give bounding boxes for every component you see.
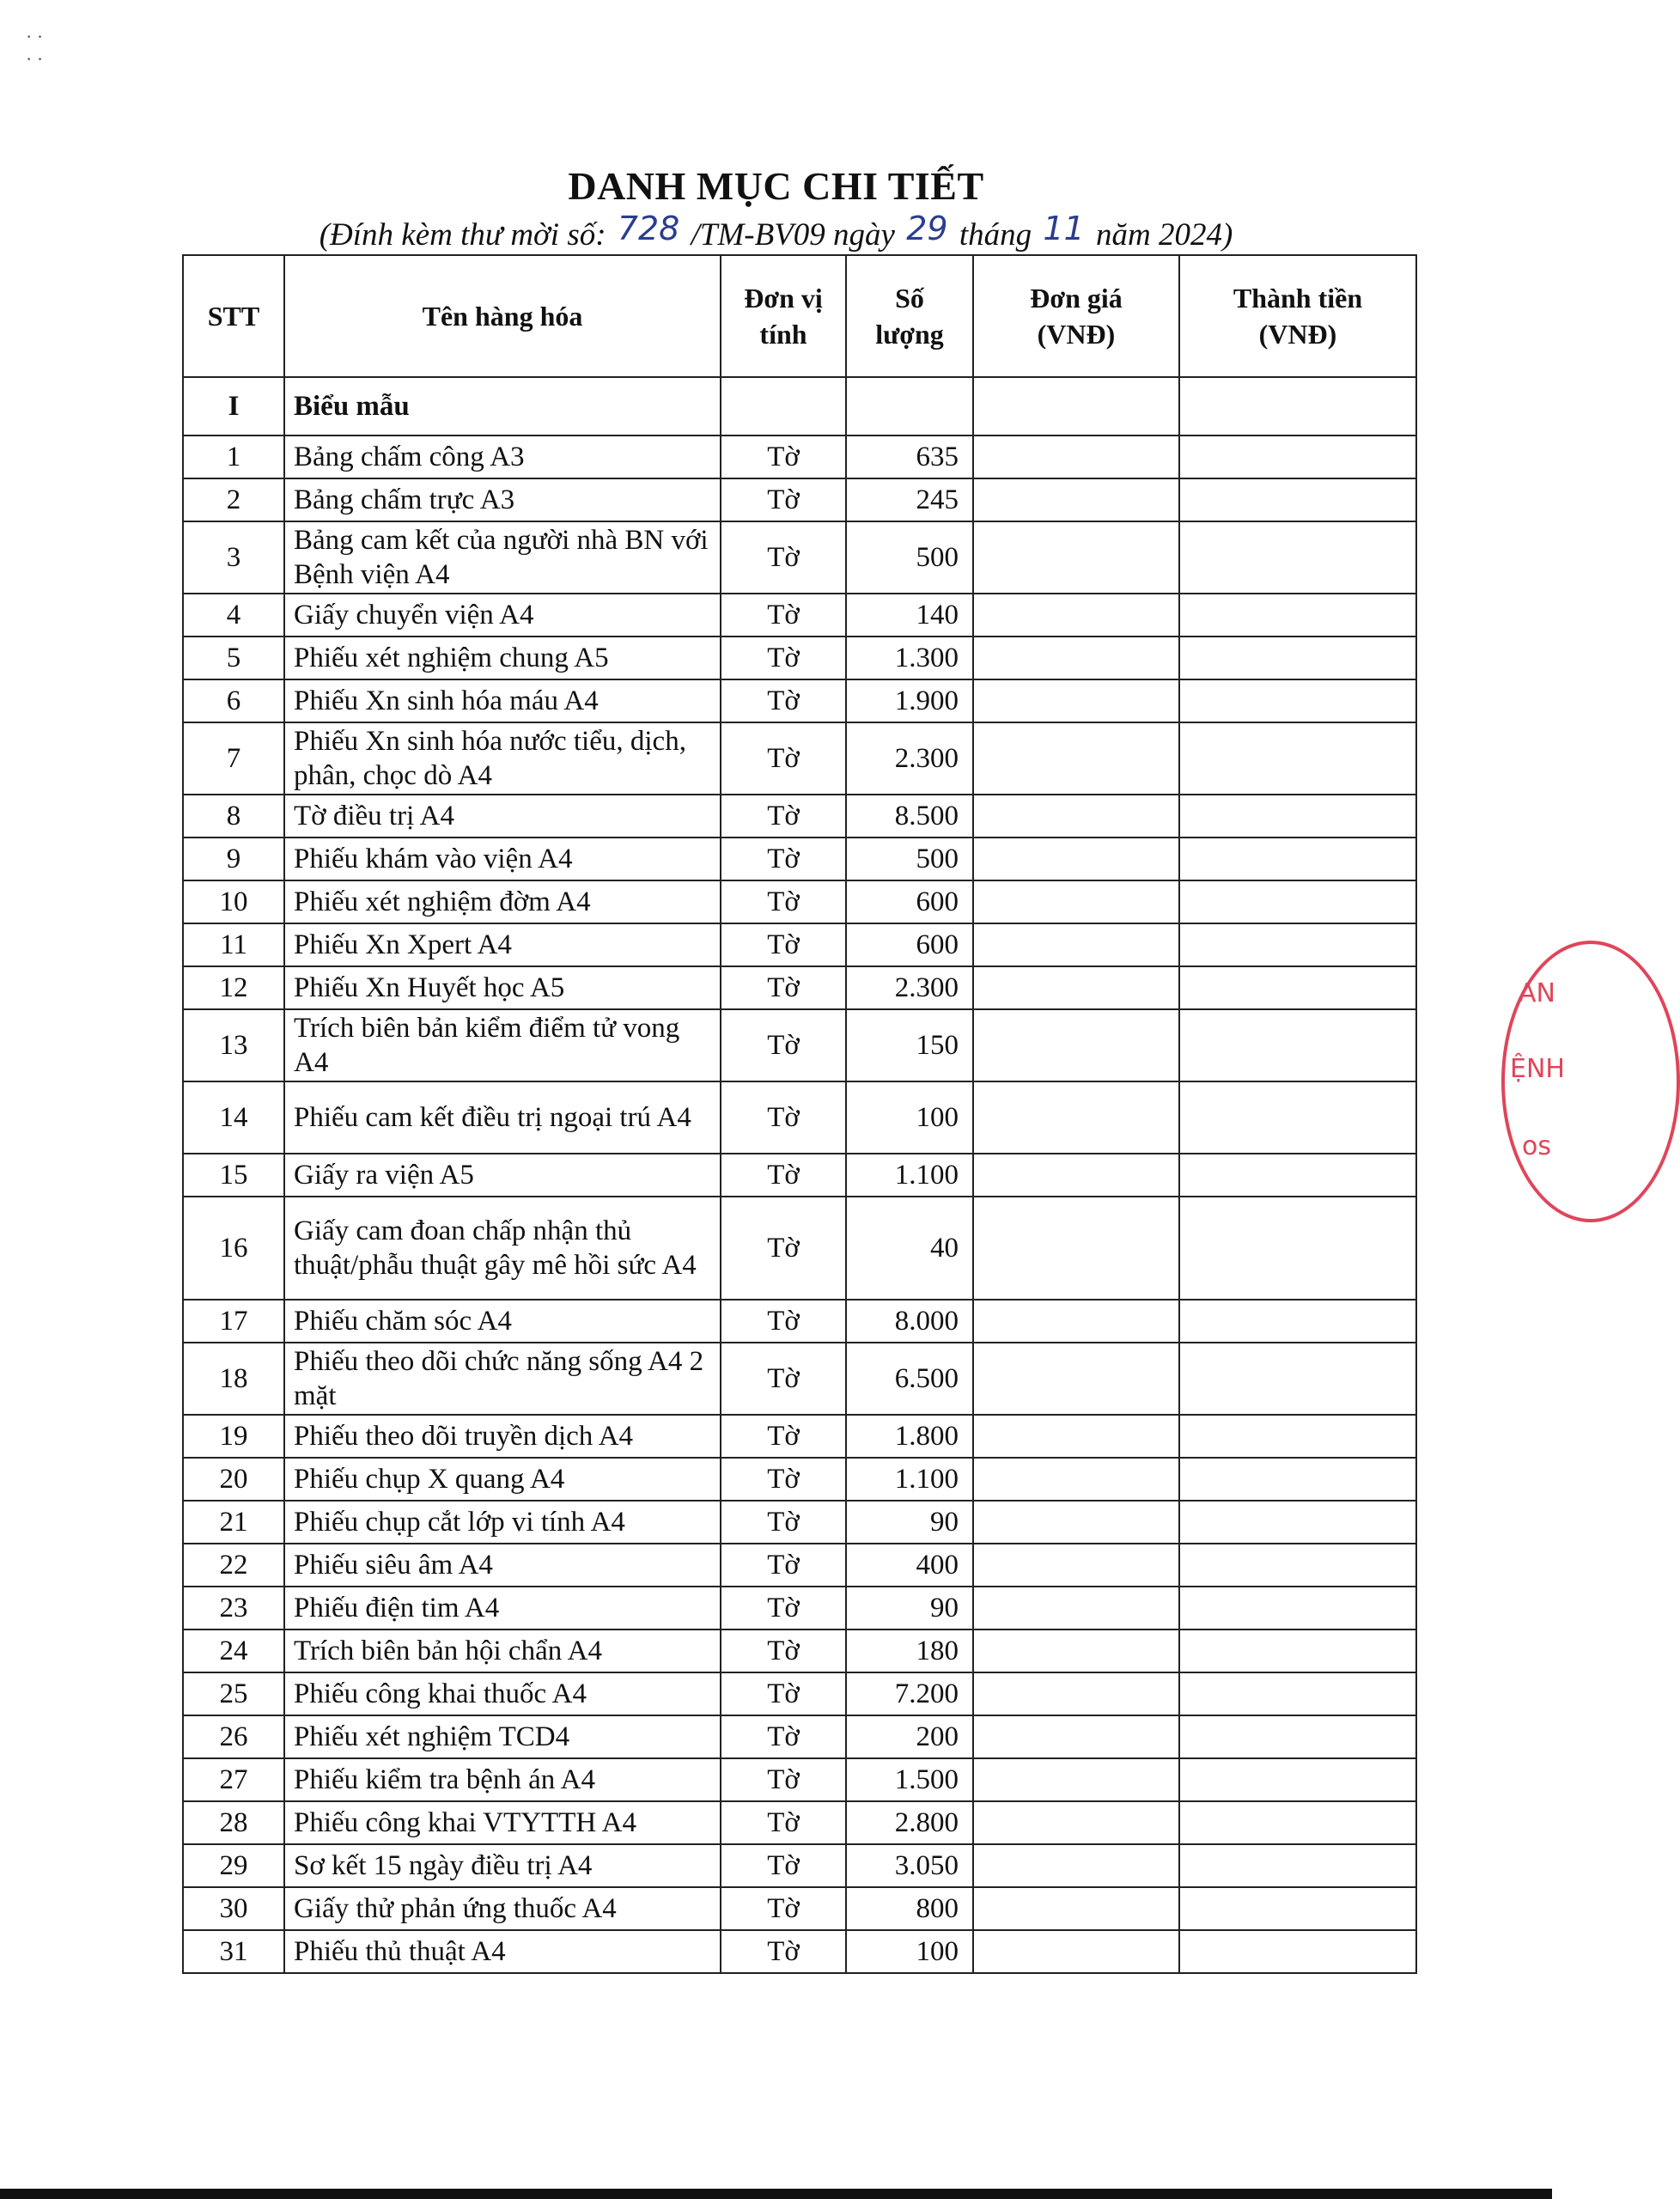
- row-unit: Tờ: [721, 1009, 846, 1081]
- row-qty: 100: [846, 1930, 973, 1973]
- table-header-row: [183, 255, 1416, 377]
- row-total: [1179, 1009, 1416, 1081]
- table-row: [183, 1672, 1416, 1715]
- row-total: [1179, 880, 1416, 923]
- row-total: [1179, 521, 1416, 594]
- row-stt: 23: [183, 1587, 284, 1629]
- row-stt: 21: [183, 1501, 284, 1544]
- row-price: [973, 722, 1179, 795]
- header-total-line2: (VNĐ): [1258, 319, 1337, 350]
- row-total: [1179, 1081, 1416, 1154]
- row-stt: 10: [183, 880, 284, 923]
- row-qty: 1.100: [846, 1154, 973, 1197]
- subtitle-mid2: tháng: [951, 217, 1040, 253]
- row-price: [973, 1758, 1179, 1801]
- table-body: [183, 377, 1416, 1973]
- row-stt: 24: [183, 1629, 284, 1672]
- items-table: [182, 254, 1417, 1974]
- row-stt: 7: [183, 722, 284, 795]
- row-name: Phiếu theo dõi chức năng sống A4 2 mặt: [284, 1343, 721, 1415]
- row-qty: 1.500: [846, 1758, 973, 1801]
- row-name: Phiếu thủ thuật A4: [284, 1930, 721, 1973]
- row-total: [1179, 1587, 1416, 1629]
- row-unit: Tờ: [721, 1758, 846, 1801]
- subtitle-suffix: năm 2024): [1087, 217, 1233, 253]
- red-seal-stamp: [1501, 941, 1680, 1222]
- table-row: [183, 1715, 1416, 1758]
- row-total: [1179, 1154, 1416, 1197]
- row-unit: Tờ: [721, 1154, 846, 1197]
- row-price: [973, 1844, 1179, 1887]
- row-unit: Tờ: [721, 966, 846, 1009]
- row-qty: 2.800: [846, 1801, 973, 1844]
- row-name: Phiếu Xn Xpert A4: [284, 923, 721, 966]
- row-price: [973, 1887, 1179, 1930]
- row-total: [1179, 1930, 1416, 1973]
- row-stt: 18: [183, 1343, 284, 1415]
- row-total: [1179, 1458, 1416, 1501]
- section-qty: [846, 377, 973, 436]
- row-price: [973, 966, 1179, 1009]
- row-unit: Tờ: [721, 1415, 846, 1458]
- subtitle-prefix: (Đính kèm thư mời số:: [319, 217, 614, 253]
- row-price: [973, 1672, 1179, 1715]
- row-unit: Tờ: [721, 1587, 846, 1629]
- section-row: [183, 377, 1416, 436]
- row-stt: 3: [183, 521, 284, 594]
- row-qty: 180: [846, 1629, 973, 1672]
- scan-bottom-edge: [0, 2189, 1552, 2199]
- row-stt: 20: [183, 1458, 284, 1501]
- header-price-line1: Đơn giá: [1030, 283, 1123, 314]
- row-name: Phiếu xét nghiệm chung A5: [284, 637, 721, 679]
- header-qty: [846, 255, 973, 377]
- row-price: [973, 1801, 1179, 1844]
- table-row: [183, 1458, 1416, 1501]
- row-total: [1179, 1300, 1416, 1343]
- row-name: Phiếu Xn sinh hóa nước tiểu, dịch, phân, chọc dò A4: [284, 722, 721, 795]
- header-unit: [721, 255, 846, 377]
- row-name: Tờ điều trị A4: [284, 795, 721, 838]
- row-qty: 7.200: [846, 1672, 973, 1715]
- table-row: [183, 637, 1416, 679]
- table-row: [183, 521, 1416, 594]
- row-qty: 2.300: [846, 722, 973, 795]
- row-price: [973, 679, 1179, 722]
- row-stt: 14: [183, 1081, 284, 1154]
- row-total: [1179, 1801, 1416, 1844]
- table-row: [183, 1629, 1416, 1672]
- header-total: [1179, 255, 1416, 377]
- row-price: [973, 1197, 1179, 1300]
- row-total: [1179, 1343, 1416, 1415]
- row-name: Phiếu Xn sinh hóa máu A4: [284, 679, 721, 722]
- row-price: [973, 1415, 1179, 1458]
- table-row: [183, 1154, 1416, 1197]
- row-price: [973, 1154, 1179, 1197]
- table-row: [183, 880, 1416, 923]
- row-stt: 19: [183, 1415, 284, 1458]
- row-total: [1179, 1887, 1416, 1930]
- row-unit: Tờ: [721, 795, 846, 838]
- subtitle-mid1: /TM-BV09 ngày: [683, 217, 904, 253]
- row-name: Phiếu xét nghiệm TCD4: [284, 1715, 721, 1758]
- row-unit: Tờ: [721, 1300, 846, 1343]
- header-qty-line2: lượng: [875, 319, 944, 350]
- row-unit: Tờ: [721, 880, 846, 923]
- row-stt: 11: [183, 923, 284, 966]
- stamp-fragment-2: ỆNH: [1510, 1054, 1565, 1084]
- document-title: DANH MỤC CHI TIẾT: [568, 164, 984, 208]
- row-stt: 31: [183, 1930, 284, 1973]
- row-qty: 8.000: [846, 1300, 973, 1343]
- row-price: [973, 1300, 1179, 1343]
- row-name: Phiếu theo dõi truyền dịch A4: [284, 1415, 721, 1458]
- row-price: [973, 521, 1179, 594]
- row-price: [973, 594, 1179, 637]
- row-unit: Tờ: [721, 1501, 846, 1544]
- row-price: [973, 436, 1179, 478]
- row-price: [973, 880, 1179, 923]
- row-unit: Tờ: [721, 722, 846, 795]
- document-subtitle: [0, 210, 1552, 253]
- header-unit-line1: Đơn vị: [744, 283, 823, 314]
- row-price: [973, 923, 1179, 966]
- row-unit: Tờ: [721, 1197, 846, 1300]
- scan-specks: · · · ·: [26, 26, 44, 70]
- row-stt: 5: [183, 637, 284, 679]
- row-stt: 15: [183, 1154, 284, 1197]
- row-name: Giấy cam đoan chấp nhận thủ thuật/phẫu thuật gây mê hồi sức A4: [284, 1197, 721, 1300]
- row-name: Phiếu Xn Huyết học A5: [284, 966, 721, 1009]
- row-name: Phiếu chăm sóc A4: [284, 1300, 721, 1343]
- row-total: [1179, 1629, 1416, 1672]
- row-unit: Tờ: [721, 1801, 846, 1844]
- row-unit: Tờ: [721, 1343, 846, 1415]
- row-stt: 2: [183, 478, 284, 521]
- row-stt: 27: [183, 1758, 284, 1801]
- row-name: Bảng cam kết của người nhà BN với Bệnh viện A4: [284, 521, 721, 594]
- row-name: Phiếu khám vào viện A4: [284, 838, 721, 880]
- header-stt: STT: [183, 255, 284, 377]
- row-name: Trích biên bản hội chẩn A4: [284, 1629, 721, 1672]
- row-stt: 30: [183, 1887, 284, 1930]
- row-stt: 1: [183, 436, 284, 478]
- row-name: Giấy thử phản ứng thuốc A4: [284, 1887, 721, 1930]
- row-stt: 13: [183, 1009, 284, 1081]
- row-qty: 400: [846, 1544, 973, 1587]
- row-name: Bảng chấm trực A3: [284, 478, 721, 521]
- table-row: [183, 966, 1416, 1009]
- header-qty-line1: Số: [895, 283, 924, 314]
- row-stt: 22: [183, 1544, 284, 1587]
- row-name: Phiếu cam kết điều trị ngoại trú A4: [284, 1081, 721, 1154]
- row-stt: 16: [183, 1197, 284, 1300]
- stamp-fragment-3: os: [1522, 1131, 1551, 1161]
- row-price: [973, 637, 1179, 679]
- row-stt: 9: [183, 838, 284, 880]
- row-unit: Tờ: [721, 1458, 846, 1501]
- row-price: [973, 1458, 1179, 1501]
- table-row: [183, 1930, 1416, 1973]
- row-price: [973, 1009, 1179, 1081]
- row-qty: 500: [846, 838, 973, 880]
- row-total: [1179, 722, 1416, 795]
- row-price: [973, 1715, 1179, 1758]
- table-row: [183, 1887, 1416, 1930]
- row-unit: Tờ: [721, 1629, 846, 1672]
- row-qty: 1.300: [846, 637, 973, 679]
- section-name: Biểu mẫu: [284, 377, 721, 436]
- row-price: [973, 1501, 1179, 1544]
- row-qty: 140: [846, 594, 973, 637]
- row-qty: 90: [846, 1587, 973, 1629]
- row-price: [973, 478, 1179, 521]
- row-qty: 150: [846, 1009, 973, 1081]
- row-name: Phiếu công khai VTYTTH A4: [284, 1801, 721, 1844]
- row-unit: Tờ: [721, 1672, 846, 1715]
- table-row: [183, 1415, 1416, 1458]
- row-qty: 90: [846, 1501, 973, 1544]
- table-row: [183, 1501, 1416, 1544]
- row-total: [1179, 795, 1416, 838]
- row-total: [1179, 1501, 1416, 1544]
- table-row: [183, 1758, 1416, 1801]
- table-row: [183, 1300, 1416, 1343]
- table-row: [183, 838, 1416, 880]
- section-total: [1179, 377, 1416, 436]
- row-unit: Tờ: [721, 838, 846, 880]
- row-qty: 635: [846, 436, 973, 478]
- table-row: [183, 478, 1416, 521]
- row-qty: 245: [846, 478, 973, 521]
- row-total: [1179, 1715, 1416, 1758]
- row-stt: 17: [183, 1300, 284, 1343]
- table-row: [183, 722, 1416, 795]
- row-stt: 8: [183, 795, 284, 838]
- table-row: [183, 1844, 1416, 1887]
- row-total: [1179, 594, 1416, 637]
- row-stt: 25: [183, 1672, 284, 1715]
- table-row: [183, 679, 1416, 722]
- table-row: [183, 1009, 1416, 1081]
- handwritten-letter-number: 728: [617, 210, 680, 247]
- section-price: [973, 377, 1179, 436]
- row-total: [1179, 436, 1416, 478]
- section-stt: I: [183, 377, 284, 436]
- row-qty: 3.050: [846, 1844, 973, 1887]
- row-name: Phiếu siêu âm A4: [284, 1544, 721, 1587]
- row-total: [1179, 1415, 1416, 1458]
- row-total: [1179, 838, 1416, 880]
- row-price: [973, 1081, 1179, 1154]
- row-qty: 1.900: [846, 679, 973, 722]
- header-unit-line2: tính: [759, 319, 807, 350]
- row-qty: 2.300: [846, 966, 973, 1009]
- row-total: [1179, 1672, 1416, 1715]
- row-unit: Tờ: [721, 1544, 846, 1587]
- row-price: [973, 1587, 1179, 1629]
- section-unit: [721, 377, 846, 436]
- header-price: [973, 255, 1179, 377]
- row-qty: 100: [846, 1081, 973, 1154]
- row-name: Phiếu chụp cắt lớp vi tính A4: [284, 1501, 721, 1544]
- row-total: [1179, 1544, 1416, 1587]
- row-unit: Tờ: [721, 679, 846, 722]
- stamp-fragment-1: AN: [1519, 978, 1555, 1008]
- row-unit: Tờ: [721, 637, 846, 679]
- row-unit: Tờ: [721, 1715, 846, 1758]
- table-row: [183, 594, 1416, 637]
- row-price: [973, 1343, 1179, 1415]
- row-total: [1179, 679, 1416, 722]
- row-name: Phiếu công khai thuốc A4: [284, 1672, 721, 1715]
- row-stt: 4: [183, 594, 284, 637]
- row-total: [1179, 637, 1416, 679]
- row-stt: 12: [183, 966, 284, 1009]
- row-stt: 26: [183, 1715, 284, 1758]
- header-total-line1: Thành tiền: [1233, 283, 1363, 314]
- row-total: [1179, 923, 1416, 966]
- row-unit: Tờ: [721, 478, 846, 521]
- row-price: [973, 838, 1179, 880]
- row-name: Giấy chuyển viện A4: [284, 594, 721, 637]
- table-row: [183, 1587, 1416, 1629]
- table-row: [183, 1544, 1416, 1587]
- row-total: [1179, 1758, 1416, 1801]
- table-row: [183, 1343, 1416, 1415]
- row-stt: 29: [183, 1844, 284, 1887]
- row-price: [973, 795, 1179, 838]
- row-qty: 600: [846, 923, 973, 966]
- row-name: Phiếu xét nghiệm đờm A4: [284, 880, 721, 923]
- header-price-line2: (VNĐ): [1037, 319, 1116, 350]
- handwritten-month: 11: [1043, 210, 1085, 247]
- table-row: [183, 1801, 1416, 1844]
- row-qty: 1.100: [846, 1458, 973, 1501]
- row-name: Phiếu điện tim A4: [284, 1587, 721, 1629]
- row-unit: Tờ: [721, 1930, 846, 1973]
- row-price: [973, 1544, 1179, 1587]
- table-row: [183, 923, 1416, 966]
- row-unit: Tờ: [721, 923, 846, 966]
- table-row: [183, 1081, 1416, 1154]
- row-total: [1179, 478, 1416, 521]
- table-row: [183, 436, 1416, 478]
- row-name: Bảng chấm công A3: [284, 436, 721, 478]
- header-name: Tên hàng hóa: [284, 255, 721, 377]
- handwritten-day: 29: [906, 210, 948, 247]
- row-unit: Tờ: [721, 1887, 846, 1930]
- row-name: Trích biên bản kiểm điểm tử vong A4: [284, 1009, 721, 1081]
- row-qty: 40: [846, 1197, 973, 1300]
- row-qty: 500: [846, 521, 973, 594]
- row-unit: Tờ: [721, 1844, 846, 1887]
- row-qty: 6.500: [846, 1343, 973, 1415]
- row-qty: 200: [846, 1715, 973, 1758]
- row-price: [973, 1629, 1179, 1672]
- row-price: [973, 1930, 1179, 1973]
- row-stt: 28: [183, 1801, 284, 1844]
- row-unit: Tờ: [721, 521, 846, 594]
- row-unit: Tờ: [721, 1081, 846, 1154]
- row-qty: 800: [846, 1887, 973, 1930]
- row-qty: 1.800: [846, 1415, 973, 1458]
- row-total: [1179, 1844, 1416, 1887]
- row-unit: Tờ: [721, 436, 846, 478]
- row-stt: 6: [183, 679, 284, 722]
- row-unit: Tờ: [721, 594, 846, 637]
- row-name: Giấy ra viện A5: [284, 1154, 721, 1197]
- row-qty: 600: [846, 880, 973, 923]
- row-name: Phiếu kiểm tra bệnh án A4: [284, 1758, 721, 1801]
- row-total: [1179, 966, 1416, 1009]
- row-name: Phiếu chụp X quang A4: [284, 1458, 721, 1501]
- row-qty: 8.500: [846, 795, 973, 838]
- row-total: [1179, 1197, 1416, 1300]
- row-name: Sơ kết 15 ngày điều trị A4: [284, 1844, 721, 1887]
- table-row: [183, 795, 1416, 838]
- table-row: [183, 1197, 1416, 1300]
